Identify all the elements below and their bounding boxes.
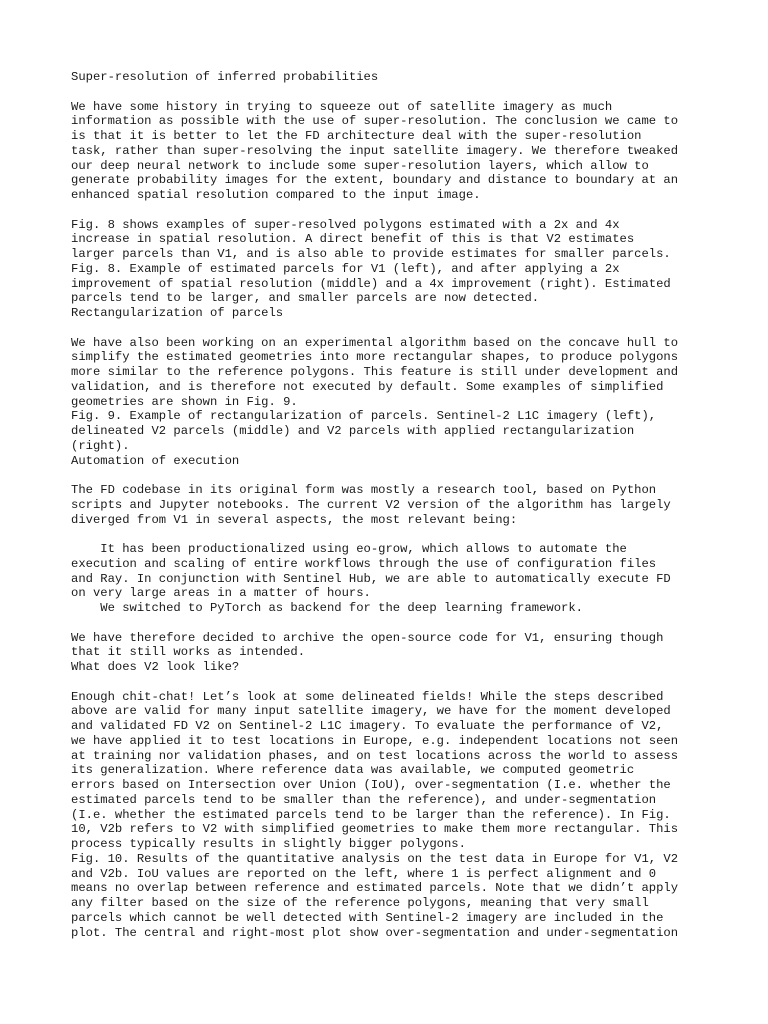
section-heading-super-resolution: Super-resolution of inferred probabilities <box>71 70 379 84</box>
list-item-pytorch: We switched to PyTorch as backend for the deep learning framework. <box>71 601 583 615</box>
paragraph-concave-hull: We have also been working on an experimental algorithm based on the concave hull to simplify the estimated geometries into more rectangular shapes, to produce polygons more similar to the reference polygons. This feature is still under development and validation, and is therefore not executed by default. Some examples of simplified geometries are shown in Fig. 9. <box>71 335 679 409</box>
blank-line <box>71 321 711 336</box>
section-heading-rectangularization: Rectangularization of parcels <box>71 306 284 320</box>
paragraph-fig8-intro: Fig. 8 shows examples of super-resolved polygons estimated with a 2x and 4x increase in spatial resolution. A direct benefit of this is that V2 estimates larger parcels than V1, and is also able to provide estimates for smaller parcels. <box>71 217 671 261</box>
paragraph-super-resolution-history: We have some history in trying to squeeze out of satellite imagery as much information as possible with the use of super-resolution. The conclusion we came to is that it is better to let the FD architecture deal with the super-resolution task, rather than super-resolving the input satellite imagery. We therefore tweaked our deep neural network to include some super-resolution layers, which allow to generate probability images for the extent, boundary and distance to boundary at an enhanced spatial resolution compared to the input image. <box>71 99 679 202</box>
caption-fig8: Fig. 8. Example of estimated parcels for V1 (left), and after applying a 2x improvement of spatial resolution (middle) and a 4x improvement (right). Estimated parcels tend to be larger, and smaller parcels are now detected. <box>71 261 671 306</box>
blank-line <box>71 675 711 690</box>
blank-line <box>71 616 711 631</box>
caption-fig10: Fig. 10. Results of the quantitative analysis on the test data in Europe for V1, V2 and V2b. IoU values are reported on the left, where 1 is perfect alignment and 0 means no overlap between reference and estimated parcels. Note that we didn’t apply any filter based on the size of the reference polygons, meaning that very small parcels which cannot be well detected with Sentinel-2 imagery are included in the plot. The central and right-most plot show over-segmentation and under-segmentation <box>71 851 679 940</box>
paragraph-evaluation: Enough chit-chat! Let’s look at some delineated fields! While the steps described above are valid for many input satellite imagery, we have for the moment developed and validated FD V2 on Sentinel-2 L1C imagery. To evaluate the performance of V2, we have applied it to test locations in Europe, e.g. independent locations not seen at training nor validation phases, and on test locations across the world to assess its generalization. Where reference data was available, we computed geometric errors based on Intersection over Union (IoU), over-segmentation (I.e. whether the estimated parcels tend to be smaller than the reference), and under-segmentation (I.e. whether the estimated parcels tend to be larger than the reference). In Fig. 10, V2b refers to V2 with simplified geometries to make them more rectangular. This process typically results in slightly bigger polygons. <box>71 689 679 851</box>
blank-line <box>71 203 711 218</box>
caption-fig9: Fig. 9. Example of rectangularization of parcels. Sentinel-2 L1C imagery (left), delineated V2 parcels (middle) and V2 parcels with applied rectangularization (right). <box>71 409 657 453</box>
section-heading-automation: Automation of execution <box>71 453 240 468</box>
paragraph-fd-codebase: The FD codebase in its original form was mostly a research tool, based on Python scripts and Jupyter notebooks. The current V2 version of the algorithm has largely diverged from V1 in several aspects, the most relevant being: <box>71 483 671 527</box>
blank-line <box>71 85 711 100</box>
paragraph-archive-v1: We have therefore decided to archive the open-source code for V1, ensuring though that it still works as intended. <box>71 630 664 660</box>
blank-line <box>71 468 711 483</box>
blank-line <box>71 527 711 542</box>
document-page <box>71 70 711 940</box>
section-heading-what-does-v2-look-like: What does V2 look like? <box>71 660 240 674</box>
list-item-eo-grow: It has been productionalized using eo-grow, which allows to automate the execution and scaling of entire workflows through the use of configuration files and Ray. In conjunction with Sentinel Hub, we are able to automatically execute FD on very large areas in a matter of hours. <box>71 542 671 601</box>
